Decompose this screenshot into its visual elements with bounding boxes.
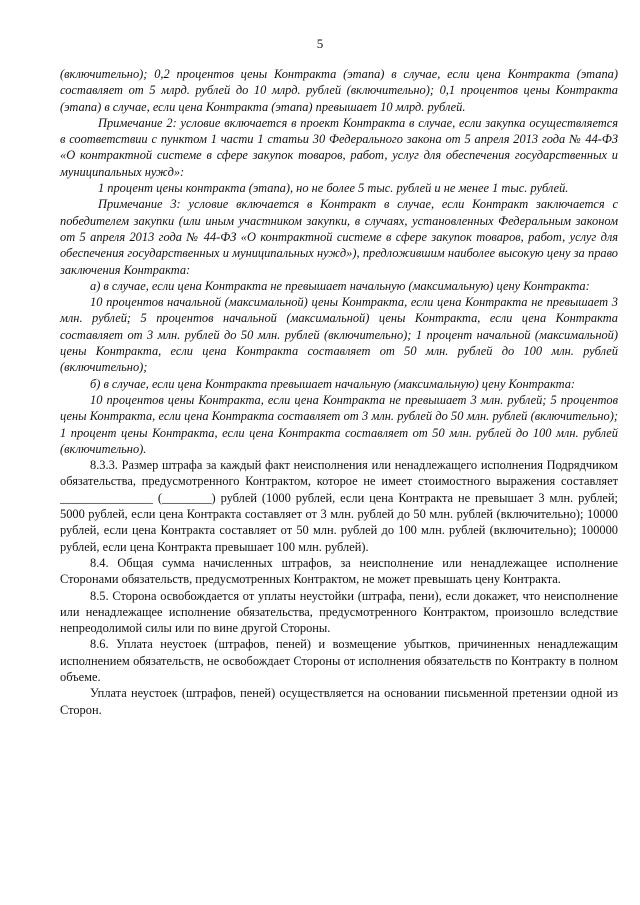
paragraph-payment-claim: Уплата неустоек (штрафов, пеней) осуществляется на основании письменной претензии одной из Сторон. [60, 686, 618, 717]
paragraph-8-5: 8.5. Сторона освобождается от уплаты неустойки (штрафа, пени), если докажет, что неисполнение или ненадлежащее исполнение обязательства, предусмотренного Контрактом, произошло вследствие непреодолимой силы или по вине другой Стороны. [60, 588, 618, 636]
paragraph-8-3-3: 8.3.3. Размер штрафа за каждый факт неисполнения или ненадлежащего исполнения Подрядчиком обязательства, предусмотренного Контрактом, которое не имеет стоимостного выражения составляет _______________ (________) рублей (1000 рублей, если цена Контракта не превышает 3 млн. рублей; 5000 рублей, если цена Контракта составляет от 3 млн. рублей до 50 млн. рублей (включительно); 10000 рублей, если цена Контракта составляет от 50 млн. рублей до 100 млн. рублей (включительно); 100000 рублей, если цена Контракта превышает 100 млн. рублей). [60, 458, 618, 554]
page-number: 5 [316, 36, 324, 51]
paragraph-case-a-rates: 10 процентов начальной (максимальной) цены Контракта, если цена Контракта не превышает 3 млн. рублей; 5 процентов начальной (максимальной) цены Контракта, если цена Контракта составляет от 3 млн. рублей до 50 млн. рублей (включительно); 1 процент начальной (максимальной) цены Контракта, если цена Контракта составляет от 50 млн. рублей до 100 млн. рублей (включительно); [60, 295, 618, 375]
paragraph-note-3: Примечание 3: условие включается в Контракт в случае, если Контракт заключается с победителем закупки (или иным участником закупки, в случаях, установленных Федеральным законом от 5 апреля 2013 года № 44-ФЗ «О контрактной системе в сфере закупок товаров, работ, услуг для обеспечения государственных и муниципальных нужд»), предложившим наиболее высокую цену за право заключения Контракта: [60, 197, 618, 277]
paragraph-8-4: 8.4. Общая сумма начисленных штрафов, за неисполнение или ненадлежащее исполнение Сторонами обязательств, предусмотренных Контрактом, не может превышать цену Контракта. [60, 555, 618, 587]
paragraph-case-b-rates: 10 процентов цены Контракта, если цена Контракта не превышает 3 млн. рублей; 5 процентов цены Контракта, если цена Контракта составляет от 3 млн. рублей до 50 млн. рублей (включительно); 1 процент цены Контракта, если цена Контракта составляет от 50 млн. рублей до 100 млн. рублей (включительно). [60, 392, 618, 456]
paragraph-case-b: б) в случае, если цена Контракта превышает начальную (максимальную) цену Контракта: [90, 376, 576, 391]
paragraph-case-a: а) в случае, если цена Контракта не превышает начальную (максимальную) цену Контракта: [90, 278, 590, 293]
document-body [60, 66, 618, 718]
paragraph-8-6: 8.6. Уплата неустоек (штрафов, пеней) и возмещение убытков, причиненных ненадлежащим исполнением обязательств, не освобождает Стороны от исполнения обязательств по Контракту в полном объеме. [60, 637, 618, 684]
paragraph-note-2-value: 1 процент цены контракта (этапа), но не более 5 тыс. рублей и не менее 1 тыс. рублей. [98, 181, 569, 196]
paragraph-note-2: Примечание 2: условие включается в проект Контракта в случае, если закупка осуществляется в соответствии с пунктом 1 части 1 статьи 30 Федерального закона от 5 апреля 2013 года № 44-ФЗ «О контрактной системе в сфере закупок товаров, работ, услуг для обеспечения государственных и муниципальных нужд»: [60, 115, 618, 179]
paragraph-penalty-tail: (включительно); 0,2 процентов цены Контракта (этапа) в случае, если цена Контракта (этапа) составляет от 5 млрд. рублей до 10 млрд. рублей (включительно); 0,1 процентов цены Контракта (этапа) в случае, если цена Контракта (этапа) превышает 10 млрд. рублей. [60, 67, 618, 114]
